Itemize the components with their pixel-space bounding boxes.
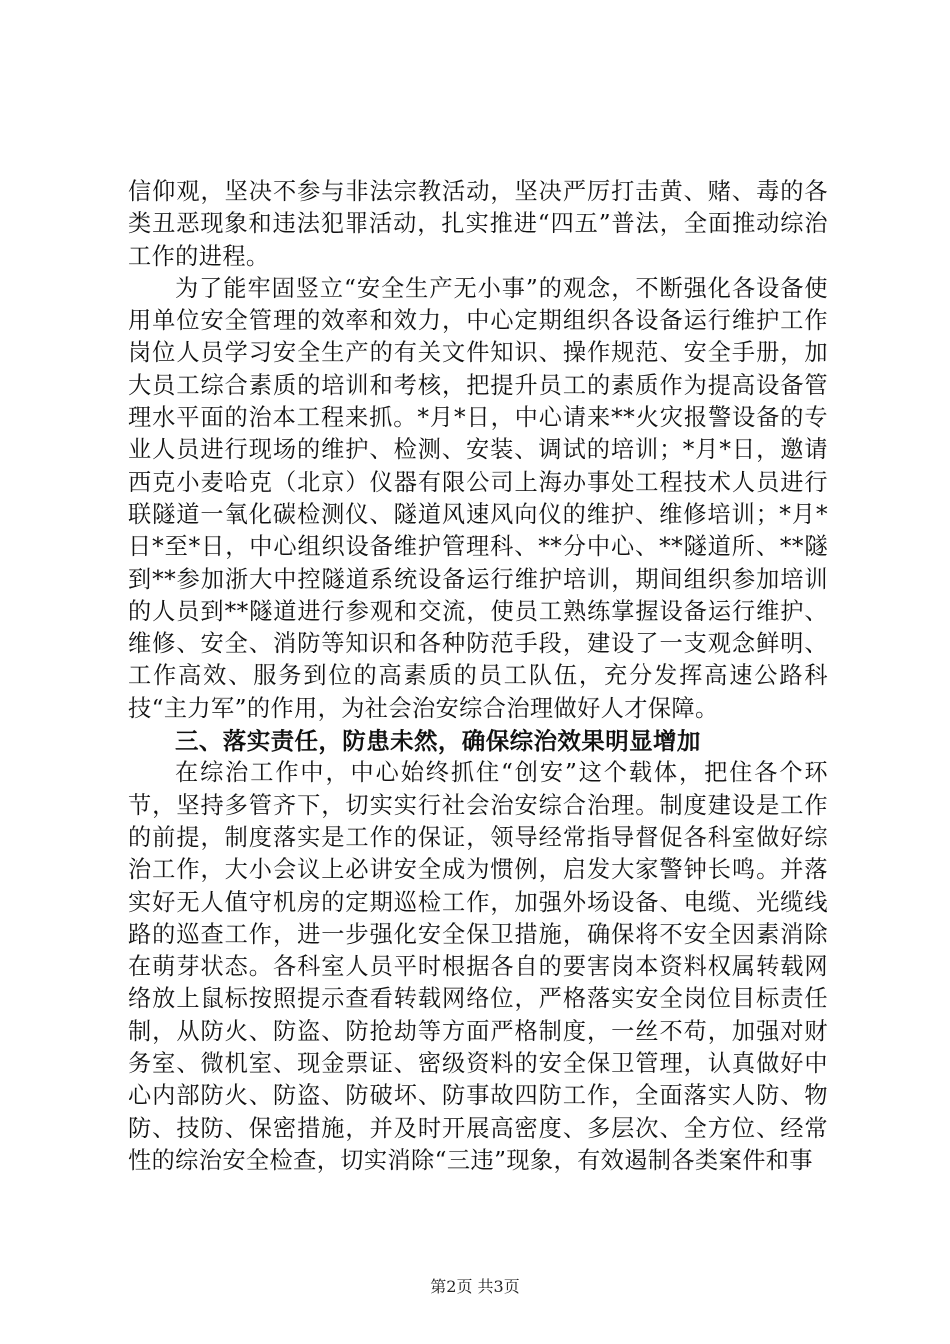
paragraph-continuation: 信仰观，坚决不参与非法宗教活动，坚决严厉打击黄、赌、毒的各类丑恶现象和违法犯罪活动，扎实推进“四五”普法，全面推动综治工作的进程。 — [128, 178, 828, 270]
paragraph-responsibility: 在综治工作中，中心始终抓住“创安”这个载体，把住各个环节，坚持多管齐下，切实实行社会治安综合治理。制度建设是工作的前提，制度落实是工作的保证，领导经常指导督促各科室做好综治工作，大小会议上必讲安全成为惯例，启发大家警钟长鸣。并落实好无人值守机房的定期巡检工作，加强外场设备、电缆、光缆线路的巡查工作，进一步强化安全保卫措施，确保将不安全因素消除在萌芽状态。各科室人员平时根据各自的要害岗本资料权属转载网络放上鼠标按照提示查看转载网络位，严格落实安全岗位目标责任制，从防火、防盗、防抢劫等方面严格制度，一丝不苟，加强对财务室、微机室、现金票证、密级资料的安全保卫管理，认真做好中心内部防火、防盗、防破坏、防事故四防工作，全面落实人防、物防、技防、保密措施，并及时开展高密度、多层次、全方位、经常性的综治安全检查，切实消除“三违”现象，有效遏制各类案件和事 — [128, 759, 828, 1174]
page-footer: 第2页 共3页 — [430, 1277, 520, 1296]
document-body — [128, 176, 828, 1177]
section-heading-three: 三、落实责任，防患未然，确保综治效果明显增加 — [175, 727, 701, 756]
paragraph-safety-training: 为了能牢固竖立“安全生产无小事”的观念，不断强化各设备使用单位安全管理的效率和效力，中心定期组织各设备运行维护工作岗位人员学习安全生产的有关文件知识、操作规范、安全手册，加大员工综合素质的培训和考核，把提升员工的素质作为提高设备管理水平面的治本工程来抓。*月*日，中心请来**火灾报警设备的专业人员进行现场的维护、检测、安装、调试的培训；*月*日，邀请西克小麦哈克（北京）仪器有限公司上海办事处工程技术人员进行联隧道一氧化碳检测仪、隧道风速风向仪的维护、维修培训；*月*日*至*日，中心组织设备维护管理科、**分中心、**隧道所、**隧到**参加浙大中控隧道系统设备运行维护培训，期间组织参加培训的人员到**隧道进行参观和交流，使员工熟练掌握设备运行维护、维修、安全、消防等知识和各种防范手段，建设了一支观念鲜明、工作高效、服务到位的高素质的员工队伍，充分发挥高速公路科技“主力军”的作用，为社会治安综合治理做好人才保障。 — [128, 274, 828, 722]
